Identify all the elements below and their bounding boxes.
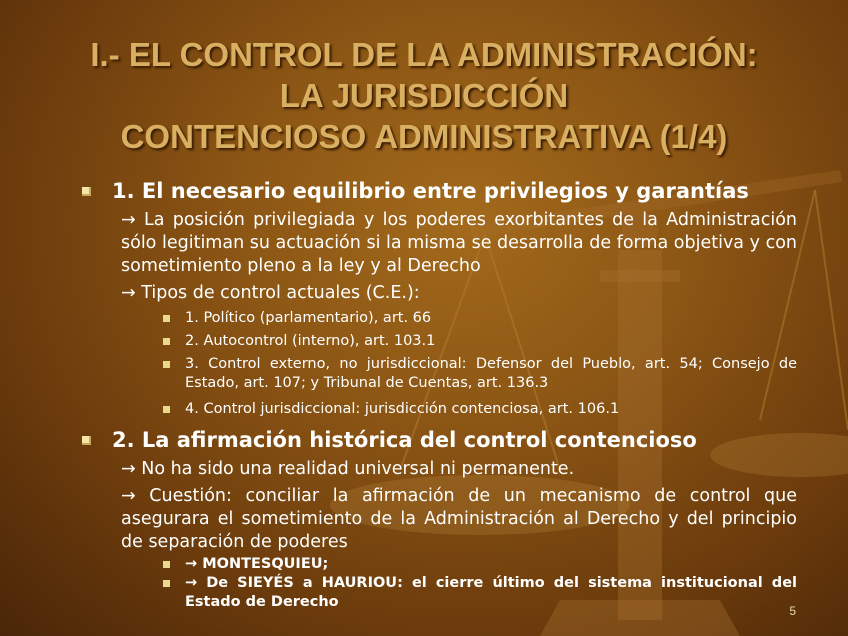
list-item: 2. Autocontrol (interno), art. 103.1 [163,332,797,351]
title-line-1: I.- EL CONTROL DE LA ADMINISTRACIÓN: [90,36,758,73]
list-item: → MONTESQUIEU; [163,555,797,574]
list-item: 4. Control jurisdiccional: jurisdicción contenciosa, art. 106.1 [163,400,797,419]
square-bullet-icon [82,436,91,445]
section-2-paragraph-2: → Cuestión: conciliar la afirmación de un mecanismo de control que asegurara el sometimiento de la Administración al Derecho y del principio de separación de poderes [121,486,797,552]
square-bullet-icon [163,338,170,345]
square-bullet-icon [163,561,170,568]
square-bullet-icon [82,187,91,196]
list-item: 1. Político (parlamentario), art. 66 [163,309,797,328]
square-bullet-icon [163,580,170,587]
square-bullet-icon [163,361,170,368]
section-1-paragraph-1: → La posición privilegiada y los poderes exorbitantes de la Administración sólo legitiman su actuación si la misma se desarrolla de forma objetiva y con sometimiento pleno a la ley y al Derecho [121,210,797,276]
list-item: → De SIEYÉS a HAURIOU: el cierre último del sistema institucional del Estado de Derecho [163,574,797,612]
list-item: 3. Control externo, no jurisdiccional: Defensor del Pueblo, art. 54; Consejo de Estado, art. 107; y Tribunal de Cuentas, art. 136.3 [163,355,797,393]
section-1-paragraph-2: → Tipos de control actuales (C.E.): [121,283,420,303]
title-line-3: CONTENCIOSO ADMINISTRATIVA (1/4) [120,118,728,155]
section-2-paragraph-1: → No ha sido una realidad universal ni permanente. [121,459,575,479]
title-line-2: LA JURISDICCIÓN [279,77,569,114]
square-bullet-icon [163,406,170,413]
page-number: 5 [789,604,796,618]
square-bullet-icon [163,315,170,322]
slide-body: 1. El necesario equilibrio entre privilegios y garantías → La posición privilegiada y los poderes exorbitantes de la Administración sólo legitiman su actuación si la misma se desarrolla de forma objetiva y con sometimiento pleno a la ley y al Derecho → Tipos de control actuales (C.E.): 1. Político (parlamentario), art. 66 2. Autocontrol (interno), art. 103.1 3. Control externo, no jurisdiccional: Defensor del Pueblo, art. 54; Consejo de Estado, art. 107; y Tribunal de Cuentas, art. 136.3 4. Control jurisdiccional: jurisdicción contenciosa, art. 106.1 2. La afirmación histórica del control contencioso → No ha sido una realidad universal ni permanente. → Cuestión: conciliar la afirmación de un mecanismo de control que asegurara el sometimiento de la Administración al Derecho y del principio de separación de poderes → MONTESQUIEU; → De SIEYÉS a HAURIOU: el cierre último del sistema institucional del Estado de Derecho [0,0,848,636]
